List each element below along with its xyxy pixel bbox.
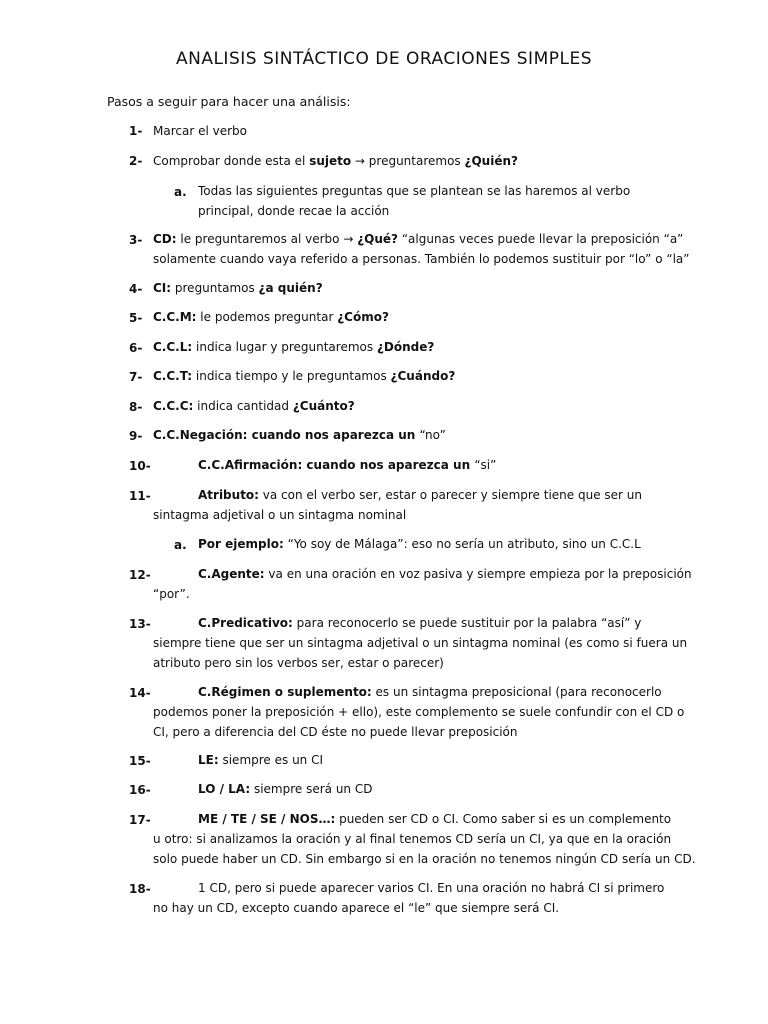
item-text-line2: u otro: si analizamos la oración y al final tenemos CD sería un CI, ya que en la oración	[153, 832, 672, 846]
item-text-line3: solo puede haber un CD. Sin embargo si en la oración no tenemos ningún CD sería un CD.	[153, 852, 696, 866]
item-text: ME / TE / SE / NOS…: pueden ser CD o CI. Como saber si es un complemento	[198, 812, 672, 826]
item-text-line2: solamente cuando vaya referido a personas. También lo podemos sustituir por “lo” o “la”	[153, 252, 690, 266]
item-number: 17-	[129, 813, 151, 827]
item-text: C.C.M: le podemos preguntar ¿Cómo?	[153, 310, 389, 324]
item-text: C.C.C: indica cantidad ¿Cuánto?	[153, 399, 355, 413]
item-text: C.C.L: indica lugar y preguntaremos ¿Dónde?	[153, 340, 435, 354]
item-text: C.Régimen o suplemento: es un sintagma preposicional (para reconocerlo	[198, 685, 662, 699]
item-number: 18-	[129, 882, 151, 896]
subitem-text: Por ejemplo: “Yo soy de Málaga”: eso no sería un atributo, sino un C.C.L	[198, 537, 641, 551]
item-text-line2: sintagma adjetival o un sintagma nominal	[153, 508, 407, 522]
subitem-letter: a.	[174, 538, 187, 552]
item-number: 11-	[129, 489, 151, 503]
item-text-line2: “por”.	[153, 587, 190, 601]
item-number: 16-	[129, 783, 151, 797]
item-text: C.Agente: va en una oración en voz pasiva y siempre empieza por la preposición	[198, 567, 692, 581]
item-text: CI: preguntamos ¿a quién?	[153, 281, 323, 295]
item-text: Comprobar donde esta el sujeto → preguntaremos ¿Quién?	[153, 154, 518, 168]
item-number: 3-	[129, 233, 143, 247]
subitem-letter: a.	[174, 185, 187, 199]
item-text: LE: siempre es un CI	[198, 753, 324, 767]
item-text: C.Predicativo: para reconocerlo se puede sustituir por la palabra “así” y	[198, 616, 642, 630]
item-number: 14-	[129, 686, 151, 700]
intro-text: Pasos a seguir para hacer una análisis:	[107, 94, 351, 109]
item-number: 5-	[129, 311, 143, 325]
item-number: 13-	[129, 617, 151, 631]
item-text: C.C.Afirmación: cuando nos aparezca un “si”	[198, 458, 497, 472]
item-text-line2: siempre tiene que ser un sintagma adjetival o un sintagma nominal (es como si fuera un	[153, 636, 688, 650]
item-number: 6-	[129, 341, 143, 355]
item-text: Atributo: va con el verbo ser, estar o parecer y siempre tiene que ser un	[198, 488, 642, 502]
item-number: 2-	[129, 154, 143, 168]
item-number: 9-	[129, 429, 143, 443]
item-text-line2: no hay un CD, excepto cuando aparece el “le” que siempre será CI.	[153, 901, 560, 915]
item-number: 15-	[129, 754, 151, 768]
item-text-line3: CI, pero a diferencia del CD éste no puede llevar preposición	[153, 725, 518, 739]
document-title: ANALISIS SINTÁCTICO DE ORACIONES SIMPLES	[175, 49, 592, 69]
item-text-line2: podemos poner la preposición + ello), este complemento se suele confundir con el CD o	[153, 705, 685, 719]
subitem-text-line1: Todas las siguientes preguntas que se plantean se las haremos al verbo	[198, 184, 631, 198]
subitem-text-line2: principal, donde recae la acción	[198, 204, 390, 218]
item-number: 8-	[129, 400, 143, 414]
item-text: C.C.Negación: cuando nos aparezca un “no”	[153, 428, 446, 442]
item-text-line3: atributo pero sin los verbos ser, estar o parecer)	[153, 656, 444, 670]
item-number: 12-	[129, 568, 151, 582]
item-text: LO / LA: siempre será un CD	[198, 782, 373, 796]
item-number: 10-	[129, 459, 151, 473]
item-number: 4-	[129, 282, 143, 296]
item-text: Marcar el verbo	[153, 124, 247, 138]
item-number: 7-	[129, 370, 143, 384]
item-text: C.C.T: indica tiempo y le preguntamos ¿Cuándo?	[153, 369, 456, 383]
item-number: 1-	[129, 124, 143, 138]
item-text: 1 CD, pero si puede aparecer varios CI. En una oración no habrá CI si primero	[198, 881, 665, 895]
item-text: CD: le preguntaremos al verbo → ¿Qué? “algunas veces puede llevar la preposición “a”	[153, 232, 684, 246]
